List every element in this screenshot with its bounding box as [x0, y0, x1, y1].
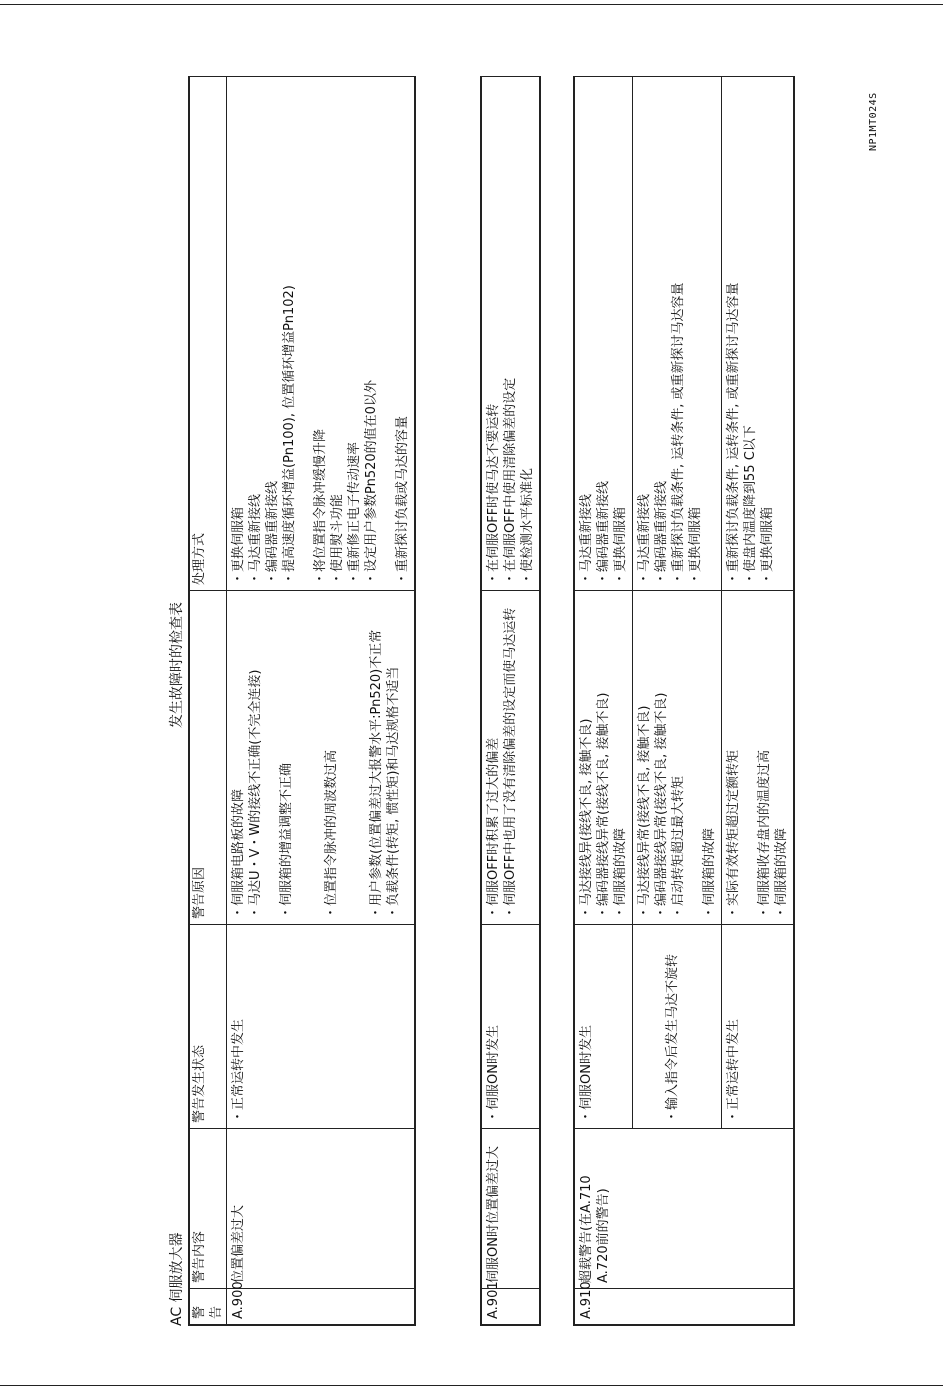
alarm-table-a910: [573, 76, 795, 1326]
measure-item: ・ 更换伺服箱: [687, 82, 704, 585]
measure-item: ・ 马达重新接线: [578, 82, 595, 585]
measure-item: ・ 使盘内温度降到55 C以下: [742, 82, 759, 585]
cause-item: ・ 马达U・V・W的接线不正确(不完全连接): [247, 596, 264, 919]
measure-item: ・ 使检测水平标准化: [519, 82, 536, 585]
cause-item: ・ 用户参数(位置偏差过大报警水平:Pn520)不正常: [368, 596, 385, 919]
alarm-table-a901: [480, 76, 541, 1326]
cause-item: ・ 伺服箱的故障: [701, 596, 718, 919]
col-state-header: 警告发生状态: [190, 925, 227, 1129]
col-measure-header: 处理方式: [190, 77, 227, 591]
col-cause-header: 警告原因: [190, 591, 227, 925]
measure-item: ・ 更换伺服箱: [759, 82, 776, 585]
cause-item: ・ 伺服OFF时积累了过大的偏差: [485, 596, 502, 919]
measure-item: ・ 在伺服OFF时使马达不要运转: [485, 82, 502, 585]
top-rule: [0, 4, 943, 5]
measure-item: ・ 将位置指令脉冲缓慢升降: [312, 82, 329, 585]
cause-item: ・ 编码器接线异常(接线不良, 接触不良): [653, 596, 670, 919]
table-caption: 发生故障时的检查表: [169, 602, 185, 728]
cause-item: ・ 伺服箱电路板的故障: [230, 596, 247, 919]
cause-item: ・ 位置指令脉冲的周波数过高: [323, 596, 340, 919]
measure-item: ・ 编码器重新接线: [595, 82, 612, 585]
alarm-code: A.901: [482, 1289, 540, 1325]
measure-item: ・ 使用熨斗功能: [329, 82, 346, 585]
rotated-stage: [168, 58, 893, 1348]
alarm-state: ・ 伺服ON时发生: [575, 925, 633, 1129]
alarm-table-a900: [188, 76, 416, 1326]
measure-item: ・ 重新探讨负载条件, 运转条件, 或重新探讨马达容量: [725, 82, 742, 585]
alarm-state: ・ 正常运转中发生: [227, 925, 415, 1129]
alarm-causes: [575, 591, 633, 925]
bottom-rule: [0, 1385, 943, 1386]
measure-item: ・ 重新探讨负载条件, 运转条件, 或重新探讨马达容量: [670, 82, 687, 585]
table-row: [227, 77, 415, 1325]
alarm-measures: [633, 77, 722, 591]
alarm-title: 超载警告(在A.710 A.720前的警告): [575, 1129, 794, 1289]
alarm-measures: [482, 77, 540, 591]
measure-item: ・ 设定用户参数Pn520的值在0以外: [363, 82, 380, 585]
measure-item: ・ 编码器重新接线: [264, 82, 281, 585]
measure-item: ・ 提高速度循环增益(Pn100), 位置循环增益Pn102): [281, 82, 298, 585]
cause-item: ・ 伺服OFF中也用了没有清除偏差的设定而使马达运转: [502, 596, 519, 919]
measure-item: ・ 在伺服OFF中使用清除偏差的设定: [502, 82, 519, 585]
alarm-measures: [575, 77, 633, 591]
alarm-causes: [482, 591, 540, 925]
alarm-code: A.900: [227, 1289, 415, 1325]
table-header-row: [190, 77, 227, 1325]
col-code-header: 警告: [190, 1289, 227, 1325]
alarm-state: ・ 伺服ON时发生: [482, 925, 540, 1129]
cause-item: ・ 伺服箱的故障: [612, 596, 629, 919]
table-page: [168, 58, 893, 1348]
cause-item: ・ 伺服箱收存盘内的温度过高: [756, 596, 773, 919]
alarm-causes: [722, 591, 794, 925]
col-content-header: 警告内容: [190, 1129, 227, 1289]
measure-item: ・ 更换伺服箱: [230, 82, 247, 585]
alarm-state: ・ 输入指令后发生马达不旋转: [633, 925, 722, 1129]
measure-item: ・ 马达重新接线: [636, 82, 653, 585]
measure-item: ・ 重新修正电子传动速率: [346, 82, 363, 585]
measure-item: ・ 更换伺服箱: [612, 82, 629, 585]
measure-item: ・ 编码器重新接线: [653, 82, 670, 585]
alarm-title: 伺服ON时位置偏差过大: [482, 1129, 540, 1289]
measure-item: ・ 马达重新接线: [247, 82, 264, 585]
cause-item: ・ 伺服箱的故障: [773, 596, 790, 919]
alarm-causes: [633, 591, 722, 925]
alarm-measures: [227, 77, 415, 591]
cause-item: ・ 伺服箱的增益调整不正确: [278, 596, 295, 919]
alarm-code: A.910: [575, 1289, 794, 1325]
alarm-title: 位置偏差过大: [227, 1129, 415, 1289]
cause-item: ・ 马达接线异(接线不良, 接触不良): [578, 596, 595, 919]
measure-item: ・ 重新探讨负载或马达的容量: [394, 82, 411, 585]
cause-item: ・ 马达接线异常(接线不良, 接触不良): [636, 596, 653, 919]
cause-item: ・ 实际有效转矩超过定额转矩: [725, 596, 742, 919]
alarm-measures: [722, 77, 794, 591]
cause-item: ・ 负载条件(转矩, 惯性矩)和马达规格不适当: [385, 596, 402, 919]
table-row: [482, 77, 540, 1325]
cause-item: ・ 启动转矩超过最大转矩: [670, 596, 687, 919]
alarm-state: ・ 正常运转中发生: [722, 925, 794, 1129]
cause-item: ・ 编码器接线异常(接线不良, 接触不良): [595, 596, 612, 919]
table-row: [575, 77, 633, 1325]
header-title: AC 伺服放大器: [169, 1232, 185, 1326]
alarm-causes: [227, 591, 415, 925]
document-code: NP1MT024S: [868, 92, 879, 151]
